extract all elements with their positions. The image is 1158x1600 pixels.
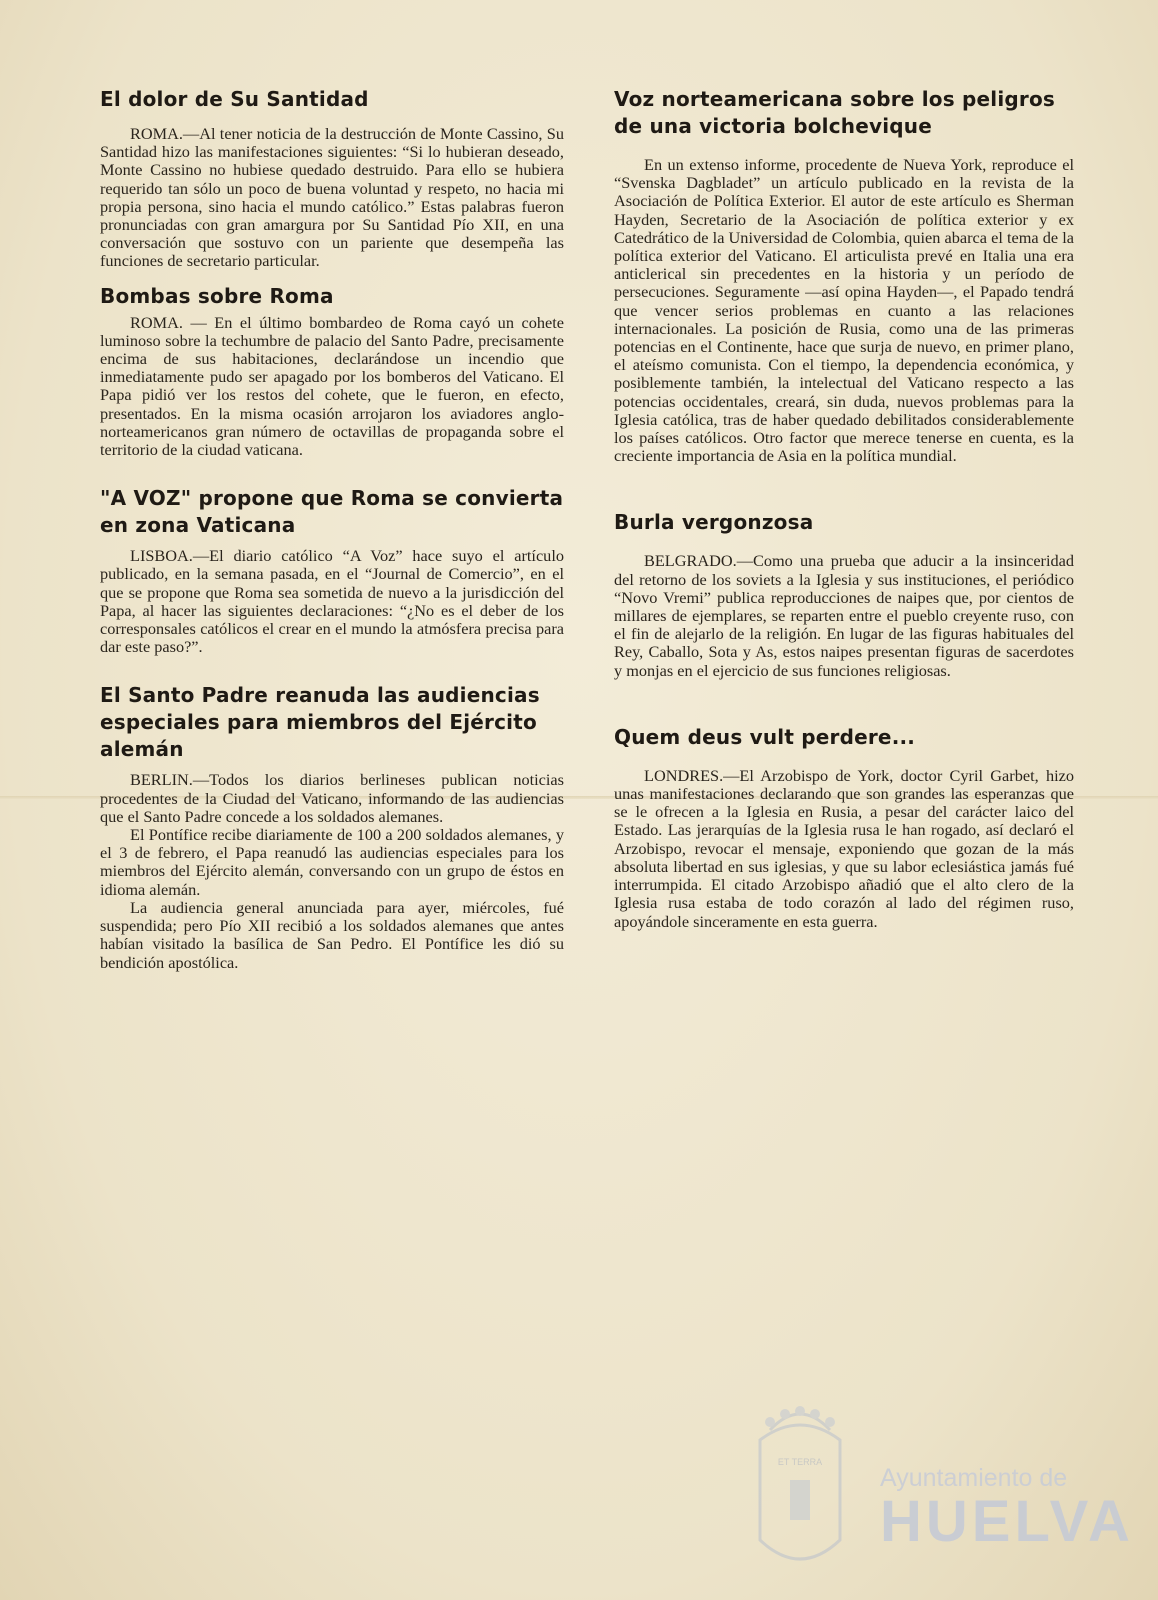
article-title: Quem deus vult perdere... bbox=[614, 724, 916, 749]
article-title: El Santo Padre reanuda las audiencias especiales para miembros del Ejército alemán bbox=[100, 683, 540, 762]
article-title: Burla vergonzosa bbox=[614, 510, 814, 535]
article-title: "A VOZ" propone que Roma se convierta en zona Vaticana bbox=[100, 486, 564, 538]
article-paragraph: ROMA.—Al tener noticia de la destrucción de Monte Cassino, Su Santidad hizo las manifestaciones siguientes: “Si lo hubieran deseado, Monte Cassino no hubiese quedado destruido. Para ello se hubiera requerido tan sólo un poco de buena voluntad y respeto, no hacia mi propia persona, sino hacia el mundo católico.” Estas palabras fueron pronunciadas con gran amargura por Su Santidad Pío XII, en una conversación que sostuvo con un pariente que desempeña las funciones de secretario particular. bbox=[100, 124, 564, 271]
article-a-voz bbox=[100, 485, 564, 656]
right-column bbox=[614, 86, 1074, 943]
article-bombas-roma bbox=[100, 283, 564, 460]
article-paragraph: ROMA. — En el último bombardeo de Roma cayó un cohete luminoso sobre la techumbre de palacio del Santo Padre, precisamente encima de sus habitaciones, declarándose un incendio que inmediatamente pudo ser apagado por los bomberos del Vaticano. El Papa pidió ver los restos del cohete, que le fueron, en efecto, presentados. En la misma ocasión arrojaron los aviadores anglo-norteamericanos gran número de octavillas de propaganda sobre el territorio de la ciudad vaticana. bbox=[100, 312, 564, 460]
article-paragraph: LONDRES.—El Arzobispo de York, doctor Cyril Garbet, hizo unas manifestaciones declarando que son grandes las esperanzas que se le ofrecen a la Iglesia en Rusia, a pesar del carácter laico del Estado. Las jerarquías de la Iglesia rusa le han rogado, así declaró el Arzobispo, revocar el mensaje, exponiendo que gozan de la más absoluta libertad en sus iglesias, y que su labor eclesiástica jamás fué interrumpida. El citado Arzobispo añadió que el alto clero de la Iglesia rusa estaba de todo corazón al lado del régimen ruso, apoyándole sinceramente en esta guerra. bbox=[614, 765, 1074, 931]
article-title: Bombas sobre Roma bbox=[100, 283, 334, 308]
article-paragraph: BERLIN.—Todos los diarios berlineses publican noticias procedentes de la Ciudad del Vaticano, informando de las audiencias que el Santo Padre concede a los soldados alemanes. bbox=[100, 770, 564, 826]
article-voz-norteamericana bbox=[614, 86, 1074, 465]
article-title: Voz norteamericana sobre los peligros de una victoria bolchevique bbox=[614, 87, 1055, 138]
article-paragraph: El Pontífice recibe diariamente de 100 a 200 soldados alemanes, y el 3 de febrero, el Papa reanudó las audiencias especiales para los miembros del Ejército alemán, conversando con un grupo de éstos en idioma alemán. bbox=[100, 825, 564, 899]
article-paragraph: La audiencia general anunciada para ayer, miércoles, fué suspendida; pero Pío XII recibió a los soldados alemanes que antes habían visitado la basílica de San Pedro. El Pontífice les dió su bendición apostólica. bbox=[100, 897, 564, 972]
article-paragraph: LISBOA.—El diario católico “A Voz” hace suyo el artículo publicado, en la semana pasada, en el “Journal de Comercio”, en el que se propone que Roma sea sometida de nuevo a la jurisdicción del Papa, al hacer las siguientes declaraciones: “¿No es el deber de los corresponsales católicos el crear en el mundo la atmósfera precisa para dar este paso?”. bbox=[100, 546, 564, 657]
article-paragraph: BELGRADO.—Como una prueba que aducir a la insinceridad del retorno de los soviets a la Iglesia y sus instituciones, el periódico “Novo Vremi” publica reproducciones de naipes que, por cientos de millares de ejemplares, se reparten entre el pueblo creyente ruso, con el fin de alejarlo de la religión. En lugar de las figuras habituales del Rey, Caballo, Sota y As, estos naipes presentan figuras de sacerdotes y monjas en el ejercicio de sus funciones religiosas. bbox=[614, 551, 1074, 680]
article-dolor-santidad bbox=[100, 86, 564, 271]
article-quem-deus bbox=[614, 724, 1074, 931]
watermark-line1: Ayuntamiento de bbox=[880, 1464, 1068, 1492]
left-column bbox=[100, 86, 564, 984]
article-paragraph: En un extenso informe, procedente de Nueva York, reproduce el “Svenska Dagbladet” un artículo publicado en la revista de la Asociación de Política Exterior. El autor de este artículo es Sherman Hayden, Secretario de la Asociación de política exterior y ex Catedrático de la Universidad de Colombia, quien abarca el tema de la política exterior del Vaticano. El articulista prevé en Italia una era anticlerical sin precedentes en la historia y un período de persecuciones. Seguramente —así opina Hayden—, el Papado tendrá que vencer serios problemas en cuanto a las relaciones internacionales. La posición de Rusia, como una de las primeras potencias en el Continente, hace que surja de nuevo, en primer plano, el ateísmo comunista. Con el tiempo, la dependencia económica, y posiblemente también, la intelectual del Vaticano respecto a las potencias occidentales, creará, sin duda, nuevos problemas para la Iglesia católica, tras de haber quedado debilitados considerablemente los países católicos. Otro factor que merece tenerse en cuenta, es la creciente importancia de Asia en la política mundial. bbox=[614, 155, 1074, 466]
article-title: El dolor de Su Santidad bbox=[100, 87, 369, 111]
article-burla-vergonzosa bbox=[614, 509, 1074, 679]
watermark-line2: HUELVA bbox=[880, 1489, 1134, 1554]
article-santo-padre-audiencias bbox=[100, 682, 564, 971]
shield-text: ET TERRA bbox=[777, 1457, 823, 1467]
